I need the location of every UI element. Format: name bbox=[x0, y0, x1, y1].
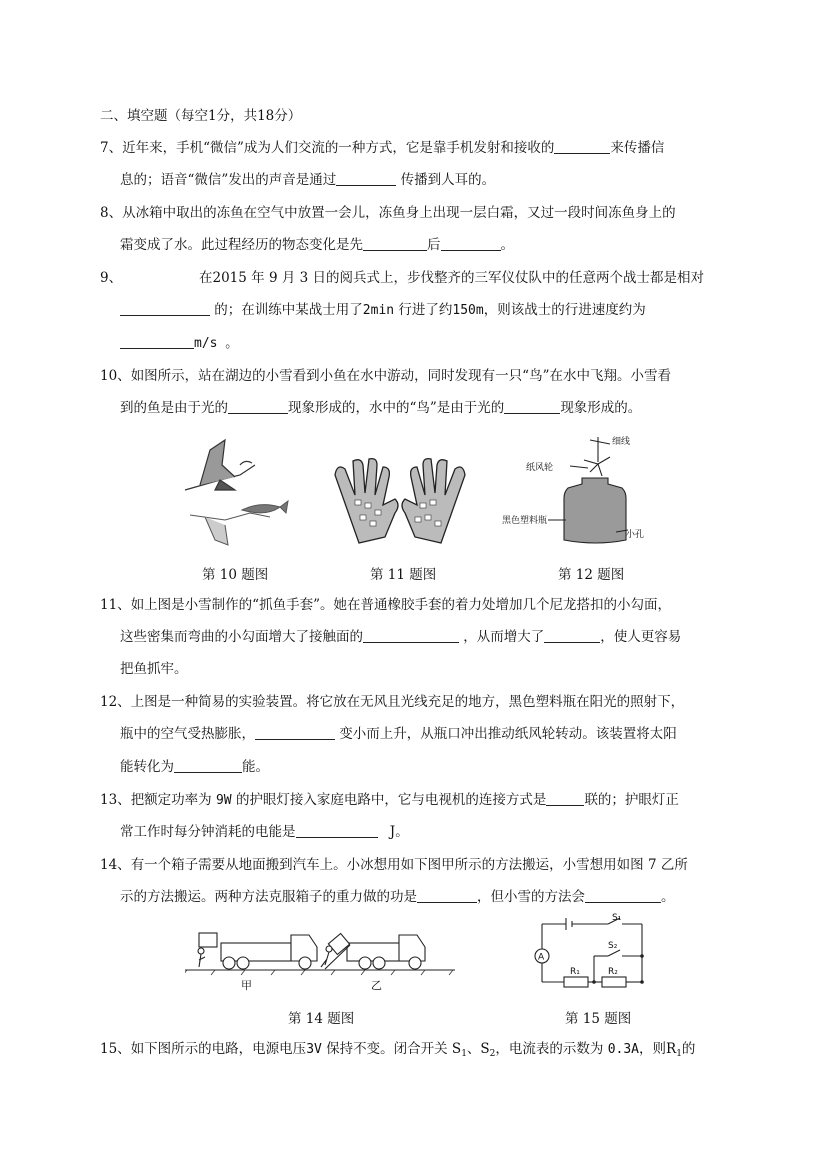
fig11-caption: 第 11 题图 bbox=[370, 567, 437, 583]
question-13-line-1: 13、把额定功率为 9W 的护眼灯接入家庭电路中，它与电视机的连接方式是 联的；护眼灯正 bbox=[100, 792, 679, 808]
fig15-ammeter-label: A bbox=[538, 952, 545, 963]
answer-blank[interactable] bbox=[336, 171, 396, 186]
answer-blank[interactable] bbox=[554, 139, 610, 154]
question-number: 12、 bbox=[100, 694, 131, 710]
fig15-label-s1: S₁ bbox=[612, 913, 622, 923]
answer-blank[interactable] bbox=[120, 301, 210, 316]
question-12-line-1: 12、上图是一种简易的实验装置。将它放在无风且光线充足的地方，黑色塑料瓶在阳光的照射下， bbox=[100, 694, 685, 710]
question-12-line-2: 瓶中的空气受热膨胀， 变小而上升，从瓶口冲出推动纸风轮转动。该装置将太阳 bbox=[120, 726, 677, 742]
fig15-label-r1: R₁ bbox=[570, 967, 580, 977]
fig14-label-yi: 乙 bbox=[371, 979, 382, 992]
question-7-line-2: 息的；语音“微信”发出的声音是通过 传播到人耳的。 bbox=[120, 172, 496, 188]
answer-blank[interactable] bbox=[544, 628, 600, 643]
answer-blank[interactable] bbox=[120, 334, 194, 349]
fig12-caption: 第 12 题图 bbox=[558, 567, 625, 583]
fig15-caption: 第 15 题图 bbox=[565, 1011, 632, 1027]
question-number: 13、 bbox=[100, 792, 131, 808]
question-12-line-3: 能转化为 能。 bbox=[120, 759, 269, 775]
question-number: 15、 bbox=[100, 1041, 131, 1057]
fig15-label-r2: R₂ bbox=[608, 967, 618, 977]
fig10-bird-fish-image bbox=[180, 435, 295, 550]
fig12-label-wheel: 纸风轮 bbox=[526, 463, 554, 473]
question-7-line-1: 7、近年来，手机“微信”成为人们交流的一种方式，它是靠手机发射和接收的 来传播信 bbox=[100, 140, 665, 156]
question-9-line-1-text: 在2015 年 9 月 3 日的阅兵式上，步伐整齐的三军仪仗队中的任意两个战士都是相对 bbox=[199, 270, 704, 286]
answer-blank[interactable] bbox=[417, 888, 477, 903]
answer-blank[interactable] bbox=[296, 823, 378, 838]
answer-blank[interactable] bbox=[255, 725, 335, 740]
question-number: 10、 bbox=[100, 368, 131, 384]
question-9-line-1 bbox=[100, 269, 122, 287]
fig14-caption: 第 14 题图 bbox=[288, 1011, 355, 1027]
answer-blank[interactable] bbox=[228, 399, 288, 414]
answer-blank[interactable] bbox=[585, 888, 661, 903]
section-title: 二、填空题（每空1分，共18分） bbox=[100, 108, 302, 124]
fig12-label-hole: 小孔 bbox=[626, 530, 645, 540]
fig12-label-thread: 细线 bbox=[612, 437, 631, 447]
fig11-gloves-image bbox=[325, 455, 475, 547]
question-number: 8、 bbox=[100, 205, 123, 221]
question-9-line-2: 的；在训练中某战士用了2min 行进了约150m，则该战士的行进速度约为 bbox=[120, 301, 646, 320]
answer-blank[interactable] bbox=[363, 236, 427, 251]
fig15-circuit-image bbox=[528, 912, 653, 992]
answer-blank[interactable] bbox=[546, 791, 584, 806]
fig12-label-bottle: 黑色塑料瓶 bbox=[502, 516, 548, 526]
question-10-line-2: 到的鱼是由于光的 现象形成的，水中的“鸟”是由于光的 现象形成的。 bbox=[120, 400, 642, 416]
fig14-trucks-image bbox=[185, 915, 470, 995]
answer-blank[interactable] bbox=[441, 236, 501, 251]
question-number: 7、 bbox=[100, 140, 123, 156]
question-9-line-3: m/s 。 bbox=[120, 334, 238, 353]
fig15-label-s2: S₂ bbox=[608, 941, 618, 951]
answer-blank[interactable] bbox=[363, 628, 459, 643]
question-number: 11、 bbox=[100, 597, 131, 613]
question-number: 9、 bbox=[100, 270, 123, 286]
question-14-line-1: 14、有一个箱子需要从地面搬到汽车上。小冰想用如下图甲所示的方法搬运，小雪想用如图 7 乙所 bbox=[100, 857, 688, 873]
question-number: 14、 bbox=[100, 857, 131, 873]
question-11-line-1: 11、如上图是小雪制作的“抓鱼手套”。她在普通橡胶手套的着力处增加几个尼龙搭扣的小勾面， bbox=[100, 597, 671, 613]
fig10-caption: 第 10 题图 bbox=[202, 567, 269, 583]
question-11-line-2: 这些密集而弯曲的小勾面增大了接触面的 ，从而增大了 ，使人更容易 bbox=[120, 629, 682, 645]
question-15-line-1: 15、如下图所示的电路，电源电压3V 保持不变。闭合开关 $S_1$、$S_2$，电流表的示数为 0.3A，则$R_1$的 bbox=[100, 1041, 696, 1059]
question-13-line-2: 常工作时每分钟消耗的电能是 J。 bbox=[120, 824, 409, 840]
question-14-line-2: 示的方法搬运。两种方法克服箱子的重力做的功是 ，但小雪的方法会 。 bbox=[120, 889, 675, 905]
answer-blank[interactable] bbox=[174, 758, 242, 773]
question-11-line-3: 把鱼抓牢。 bbox=[120, 661, 188, 677]
question-8-line-1: 8、从冰箱中取出的冻鱼在空气中放置一会儿，冻鱼身上出现一层白霜，又过一段时间冻鱼身上的 bbox=[100, 205, 676, 221]
answer-blank[interactable] bbox=[504, 399, 560, 414]
fig14-label-jia: 甲 bbox=[241, 979, 252, 992]
fig12-bottle-image bbox=[498, 432, 648, 550]
question-8-line-2: 霜变成了水。此过程经历的物态变化是先 后 。 bbox=[120, 237, 514, 253]
question-10-line-1: 10、如图所示，站在湖边的小雪看到小鱼在水中游动，同时发现有一只“鸟”在水中飞翔。小雪看 bbox=[100, 368, 671, 384]
